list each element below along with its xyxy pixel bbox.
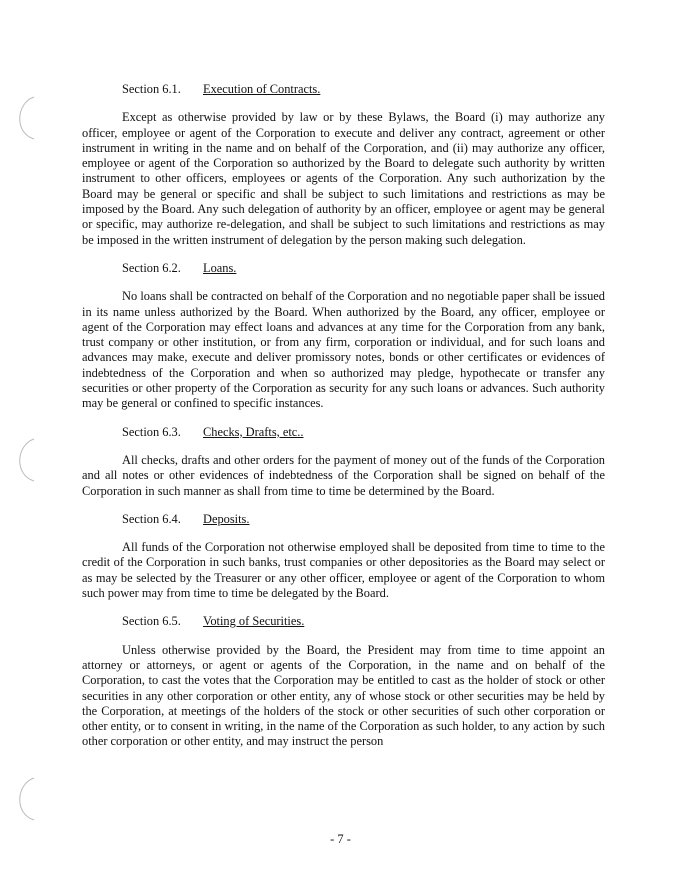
punch-hole-mark-middle	[10, 437, 36, 483]
section-title: Loans.	[203, 260, 237, 275]
section-paragraph: All funds of the Corporation not otherwise employed shall be deposited from time to time to the credit of the Corporation in such banks, trust companies or other depositories as the Board may select or as may be selected by the Treasurer or any other officer, employee or agent of the Corporation to whom such power may from time to time be delegated by the Board.	[82, 540, 605, 601]
punch-hole-mark-bottom	[10, 776, 36, 822]
section-title: Deposits.	[203, 511, 250, 526]
section-title: Checks, Drafts, etc..	[203, 424, 304, 439]
section-heading	[82, 425, 605, 440]
section-6-5	[82, 614, 605, 749]
section-heading	[82, 82, 605, 97]
section-6-1	[82, 82, 605, 248]
section-number: Section 6.3.	[122, 424, 181, 439]
section-title: Execution of Contracts.	[203, 82, 321, 96]
section-paragraph: Except as otherwise provided by law or by these Bylaws, the Board (i) may authorize any officer, employee or agent of the Corporation to execute and deliver any contract, agreement or other instrument in writing in the name and on behalf of the Corporation, and (ii) may authorize any officer, employee or agent of the Corporation so authorized by the Board to delegate such authority by written instrument to other officers, employees or agents of the Corporation. Any such authorization by the Board may be general or specific and shall be subject to such limitations and restrictions as may be imposed by the Board. Any such delegation of authority by an officer, employee or agent may be general or specific, may authorize re-delegation, and shall be subject to such limitations and restrictions as may be imposed in the written instrument of delegation by the person making such delegation.	[82, 110, 605, 247]
section-heading	[82, 614, 605, 629]
punch-hole-mark-top	[10, 95, 36, 141]
section-paragraph: Unless otherwise provided by the Board, the President may from time to time appoint an attorney or attorneys, or agent or agents of the Corporation, in the name and on behalf of the Corporation, to cast the votes that the Corporation may be entitled to cast as the holder of stock or other securities in any other corporation or other entity, any of whose stock or other securities may be held by the Corporation, at meetings of the holders of the stock or other securities of such other corporation or other entity, or to consent in writing, in the name of the Corporation as such holder, to any action by such other corporation or other entity, and may instruct the person	[82, 642, 605, 749]
section-6-3	[82, 425, 605, 499]
section-6-2	[82, 261, 605, 412]
page-number: - 7 -	[330, 832, 351, 846]
section-paragraph: No loans shall be contracted on behalf of the Corporation and no negotiable paper shall be issued in its name unless authorized by the Board. When authorized by the Board, any officer, employee or agent of the Corporation may effect loans and advances at any time for the Corporation from any bank, trust company or other institution, or from any firm, corporation or individual, and for such loans and advances may make, execute and deliver promissory notes, bonds or other certificates or evidences of indebtedness of the Corporation and when so authorized may pledge, hypothecate or transfer any securities or other property of the Corporation as security for any such loans or advances. Such authority may be general or confined to specific instances.	[82, 289, 605, 411]
section-heading	[82, 512, 605, 527]
section-number: Section 6.1.	[122, 82, 181, 96]
section-heading	[82, 261, 605, 276]
section-paragraph: All checks, drafts and other orders for the payment of money out of the funds of the Corporation and all notes or other evidences of indebtedness of the Corporation shall be signed on behalf of the Corporation in such manner as shall from time to time be determined by the Board.	[82, 452, 605, 498]
section-number: Section 6.2.	[122, 260, 181, 275]
section-number: Section 6.5.	[122, 614, 181, 629]
section-title: Voting of Securities.	[203, 614, 305, 629]
document-body	[82, 82, 605, 750]
section-number: Section 6.4.	[122, 511, 181, 526]
section-6-4	[82, 512, 605, 601]
